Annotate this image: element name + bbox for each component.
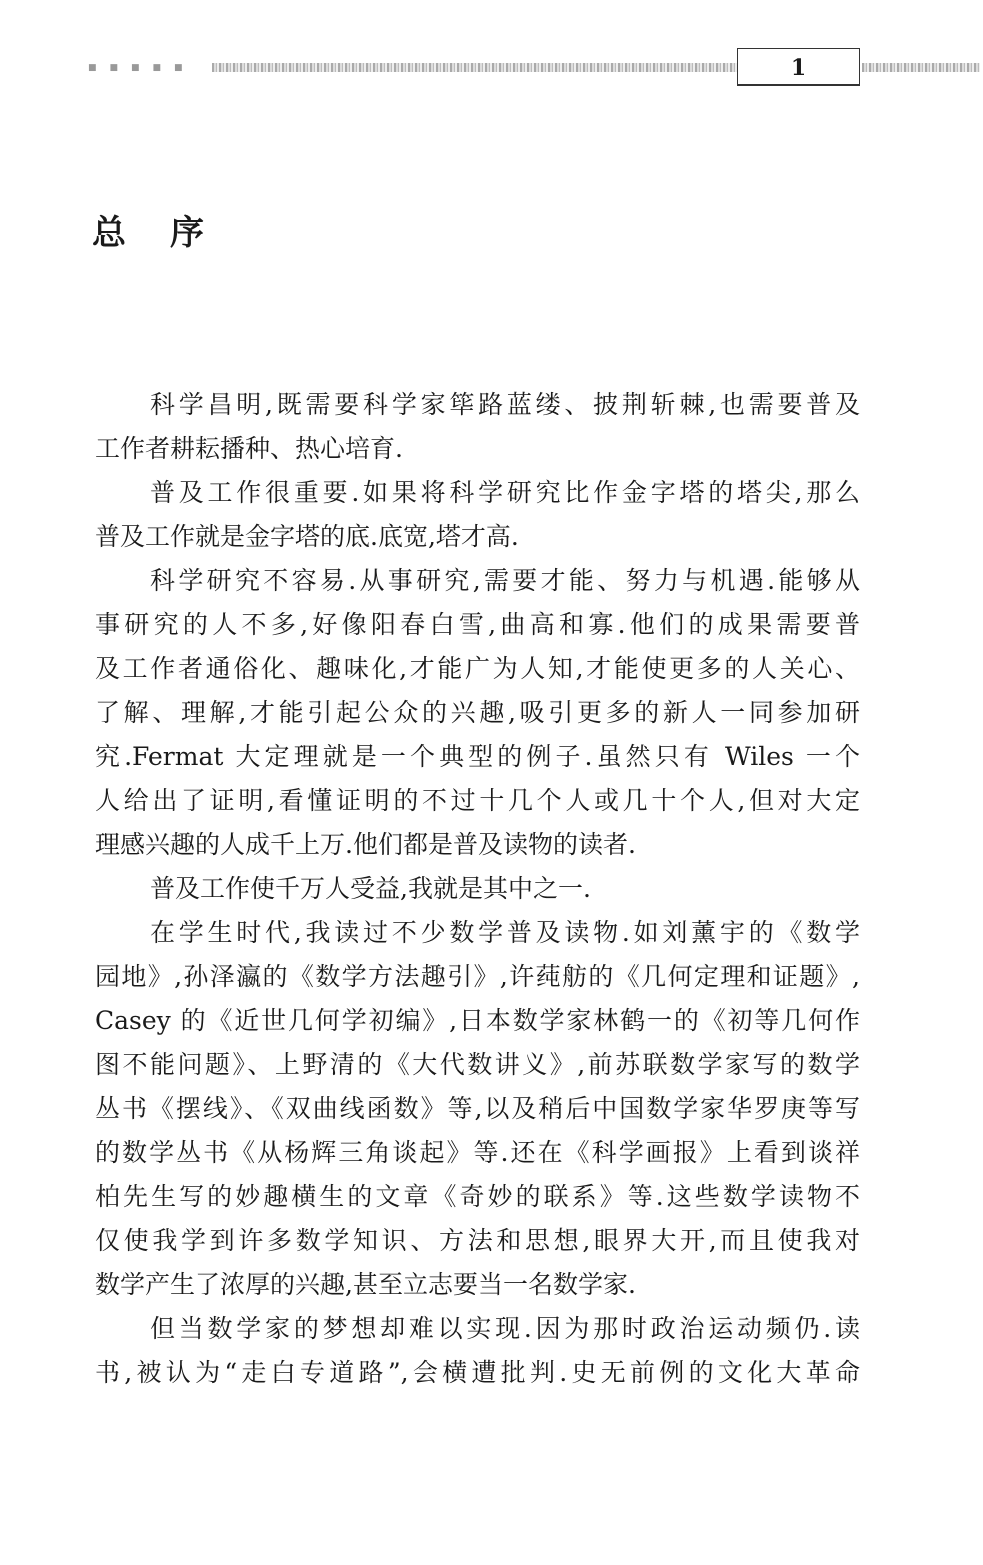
paragraph-5-line: 在学生时代,我读过不少数学普及读物.如刘薰宇的《数学 bbox=[150, 918, 860, 947]
paragraph-4-line: 普及工作使千万人受益,我就是其中之一. bbox=[150, 874, 591, 903]
header-ornament: ■■■■■ bbox=[88, 63, 196, 73]
paragraph-3-line: 人给出了证明,看懂证明的不过十几个人或几十个人,但对大定 bbox=[95, 786, 860, 815]
paragraph-5-line: 的数学丛书《从杨辉三角谈起》等.还在《科学画报》上看到谈祥 bbox=[95, 1138, 860, 1167]
header-rule-right bbox=[862, 63, 980, 72]
page-number: 1 bbox=[737, 48, 860, 86]
paragraph-1-line: 工作者耕耘播种、热心培育. bbox=[95, 434, 403, 463]
paragraph-5-line: 柏先生写的妙趣横生的文章《奇妙的联系》等.这些数学读物不 bbox=[95, 1182, 860, 1211]
paragraph-5-line: Casey 的《近世几何学初编》,日本数学家林鹤一的《初等几何作 bbox=[95, 1006, 860, 1035]
paragraph-3-line: 科学研究不容易.从事研究,需要才能、努力与机遇.能够从 bbox=[150, 566, 860, 595]
paragraph-2-line: 普及工作很重要.如果将科学研究比作金字塔的塔尖,那么 bbox=[150, 478, 860, 507]
paragraph-5-line: 园地》,孙泽瀛的《数学方法趣引》,许莼舫的《几何定理和证题》, bbox=[95, 962, 860, 991]
body-text bbox=[95, 383, 860, 1395]
paragraph-2-line: 普及工作就是金字塔的底.底宽,塔才高. bbox=[95, 522, 519, 551]
chapter-title: 总序 bbox=[92, 213, 248, 253]
paragraph-3-line: 及工作者通俗化、趣味化,才能广为人知,才能使更多的人关心、 bbox=[95, 654, 860, 683]
paragraph-1-line: 科学昌明,既需要科学家筚路蓝缕、披荆斩棘,也需要普及 bbox=[150, 390, 860, 419]
paragraph-3-line: 了解、理解,才能引起公众的兴趣,吸引更多的新人一同参加研 bbox=[95, 698, 860, 727]
paragraph-6-line: 书,被认为“走白专道路”,会横遭批判.史无前例的文化大革命 bbox=[95, 1358, 860, 1387]
header-rule-left bbox=[212, 63, 737, 72]
paragraph-6-line: 但当数学家的梦想却难以实现.因为那时政治运动频仍.读 bbox=[150, 1314, 860, 1343]
paragraph-3-line: 事研究的人不多,好像阳春白雪,曲高和寡.他们的成果需要普 bbox=[95, 610, 860, 639]
running-header bbox=[0, 0, 983, 100]
paragraph-5-line: 数学产生了浓厚的兴趣,甚至立志要当一名数学家. bbox=[95, 1270, 636, 1299]
paragraph-5-line: 图不能问题》、上野清的《大代数讲义》,前苏联数学家写的数学 bbox=[95, 1050, 860, 1079]
paragraph-3-line: 理感兴趣的人成千上万.他们都是普及读物的读者. bbox=[95, 830, 636, 859]
paragraph-5-line: 仅使我学到许多数学知识、方法和思想,眼界大开,而且使我对 bbox=[95, 1226, 860, 1255]
paragraph-5-line: 丛书《摆线》、《双曲线函数》等,以及稍后中国数学家华罗庚等写 bbox=[95, 1094, 860, 1123]
paragraph-3-line: 究.Fermat 大定理就是一个典型的例子.虽然只有 Wiles 一个 bbox=[95, 742, 860, 771]
